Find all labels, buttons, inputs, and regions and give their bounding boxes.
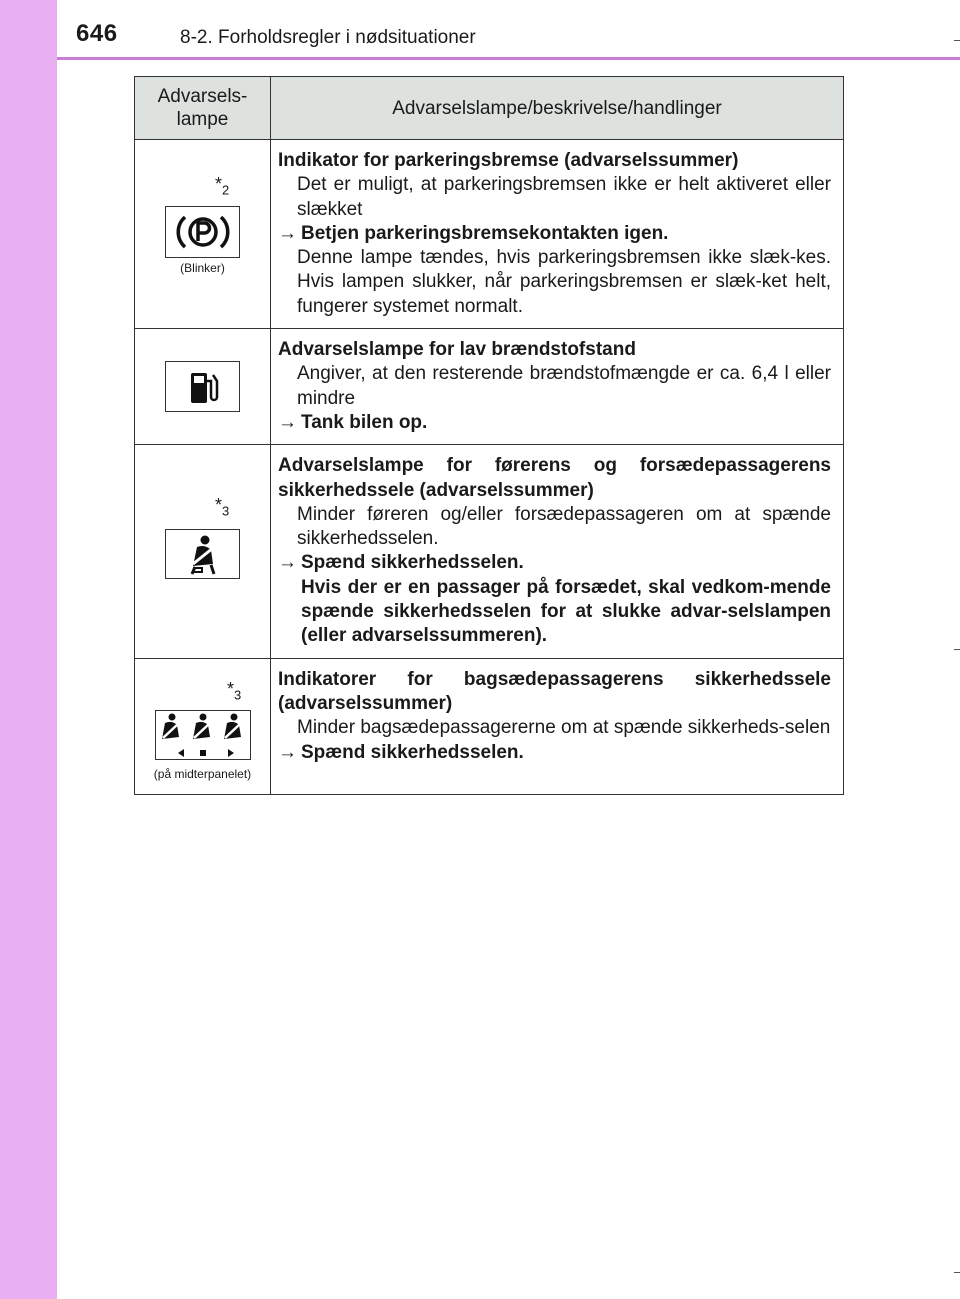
table-header-row	[135, 77, 844, 140]
crop-mark	[954, 40, 960, 41]
lamp-cell	[135, 445, 271, 658]
lamp-action: → Spænd sikkerhedsselen.	[278, 552, 524, 574]
lamp-note: (Blinker)	[180, 261, 225, 275]
lamp-title: Advarselslampe for lav brændstofstand	[278, 339, 636, 361]
lamp-cell	[135, 140, 271, 329]
arrow-icon: →	[278, 411, 297, 433]
lamp-note: (på midterpanelet)	[153, 766, 252, 781]
footnote-marker: $*_3$	[227, 678, 242, 703]
lamp-action: → Betjen parkeringsbremsekontakten igen.	[278, 222, 669, 244]
section-title: 8-2. Forholdsregler i nødsituationer	[180, 27, 476, 48]
fuel-pump-icon	[165, 361, 240, 412]
crop-mark	[954, 1272, 960, 1273]
lamp-title: Indikator for parkeringsbremse (advarselssummer)	[278, 150, 739, 171]
lamp-description: Det er muligt, at parkeringsbremsen ikke er helt aktiveret eller slækket	[297, 174, 831, 220]
description-cell	[271, 329, 844, 445]
arrow-icon: →	[278, 222, 297, 244]
table-row	[135, 445, 844, 658]
arrow-icon: →	[278, 741, 297, 763]
crop-mark	[954, 649, 960, 650]
parking-brake-icon	[165, 206, 240, 258]
column-header-lamp-line2: lampe	[176, 109, 229, 130]
description-cell	[271, 658, 844, 794]
lamp-description: Minder bagsædepassagererne om at spænde sikkerheds-selen	[297, 717, 831, 739]
column-header-lamp-line1: Advarsels-	[157, 86, 248, 107]
page-number: 646	[76, 20, 118, 47]
lamp-action-note: Hvis der er en passager på forsædet, skal vedkom-mende spænde sikkerhedsselen for at slukke advar-selslampen (eller advarselssummeren).	[301, 576, 831, 647]
table-row	[135, 140, 844, 329]
lamp-description: Minder føreren og/eller forsædepassageren om at spænde sikkerhedsselen.	[297, 503, 831, 550]
header-rule	[57, 57, 960, 60]
lamp-action: → Tank bilen op.	[278, 411, 428, 433]
lamp-cell	[135, 658, 271, 794]
arrow-icon: →	[278, 552, 297, 574]
warning-lamp-table	[134, 76, 844, 795]
description-cell	[271, 140, 844, 329]
lamp-cell	[135, 329, 271, 445]
seatbelt-icon	[165, 529, 240, 579]
rear-seatbelts-icon	[155, 710, 251, 760]
footnote-marker: $*_2$	[215, 174, 230, 198]
lamp-description: Angiver, at den resterende brændstofmængde er ca. 6,4 l eller mindre	[297, 363, 831, 409]
description-cell	[271, 445, 844, 658]
lamp-title: Indikatorer for bagsædepassagerens sikkerhedssele (advarselssummer)	[278, 668, 831, 714]
column-header-description: Advarselslampe/beskrivelse/handlinger	[271, 77, 844, 140]
lamp-title: Advarselslampe for førerens og forsædepassagerens sikkerhedssele (advarselssummer)	[278, 455, 831, 501]
side-color-strip	[0, 0, 57, 1299]
table-row	[135, 658, 844, 794]
lamp-action: → Spænd sikkerhedsselen.	[278, 741, 524, 763]
column-header-lamp	[135, 77, 271, 140]
table-row	[135, 329, 844, 445]
footnote-marker: $*_3$	[215, 495, 230, 519]
lamp-action-note: Denne lampe tændes, hvis parkeringsbremsen ikke slæk-kes. Hvis lampen slukker, når parkeringsbremsen er slæk-ket helt, fungerer systemet normalt.	[297, 247, 831, 317]
